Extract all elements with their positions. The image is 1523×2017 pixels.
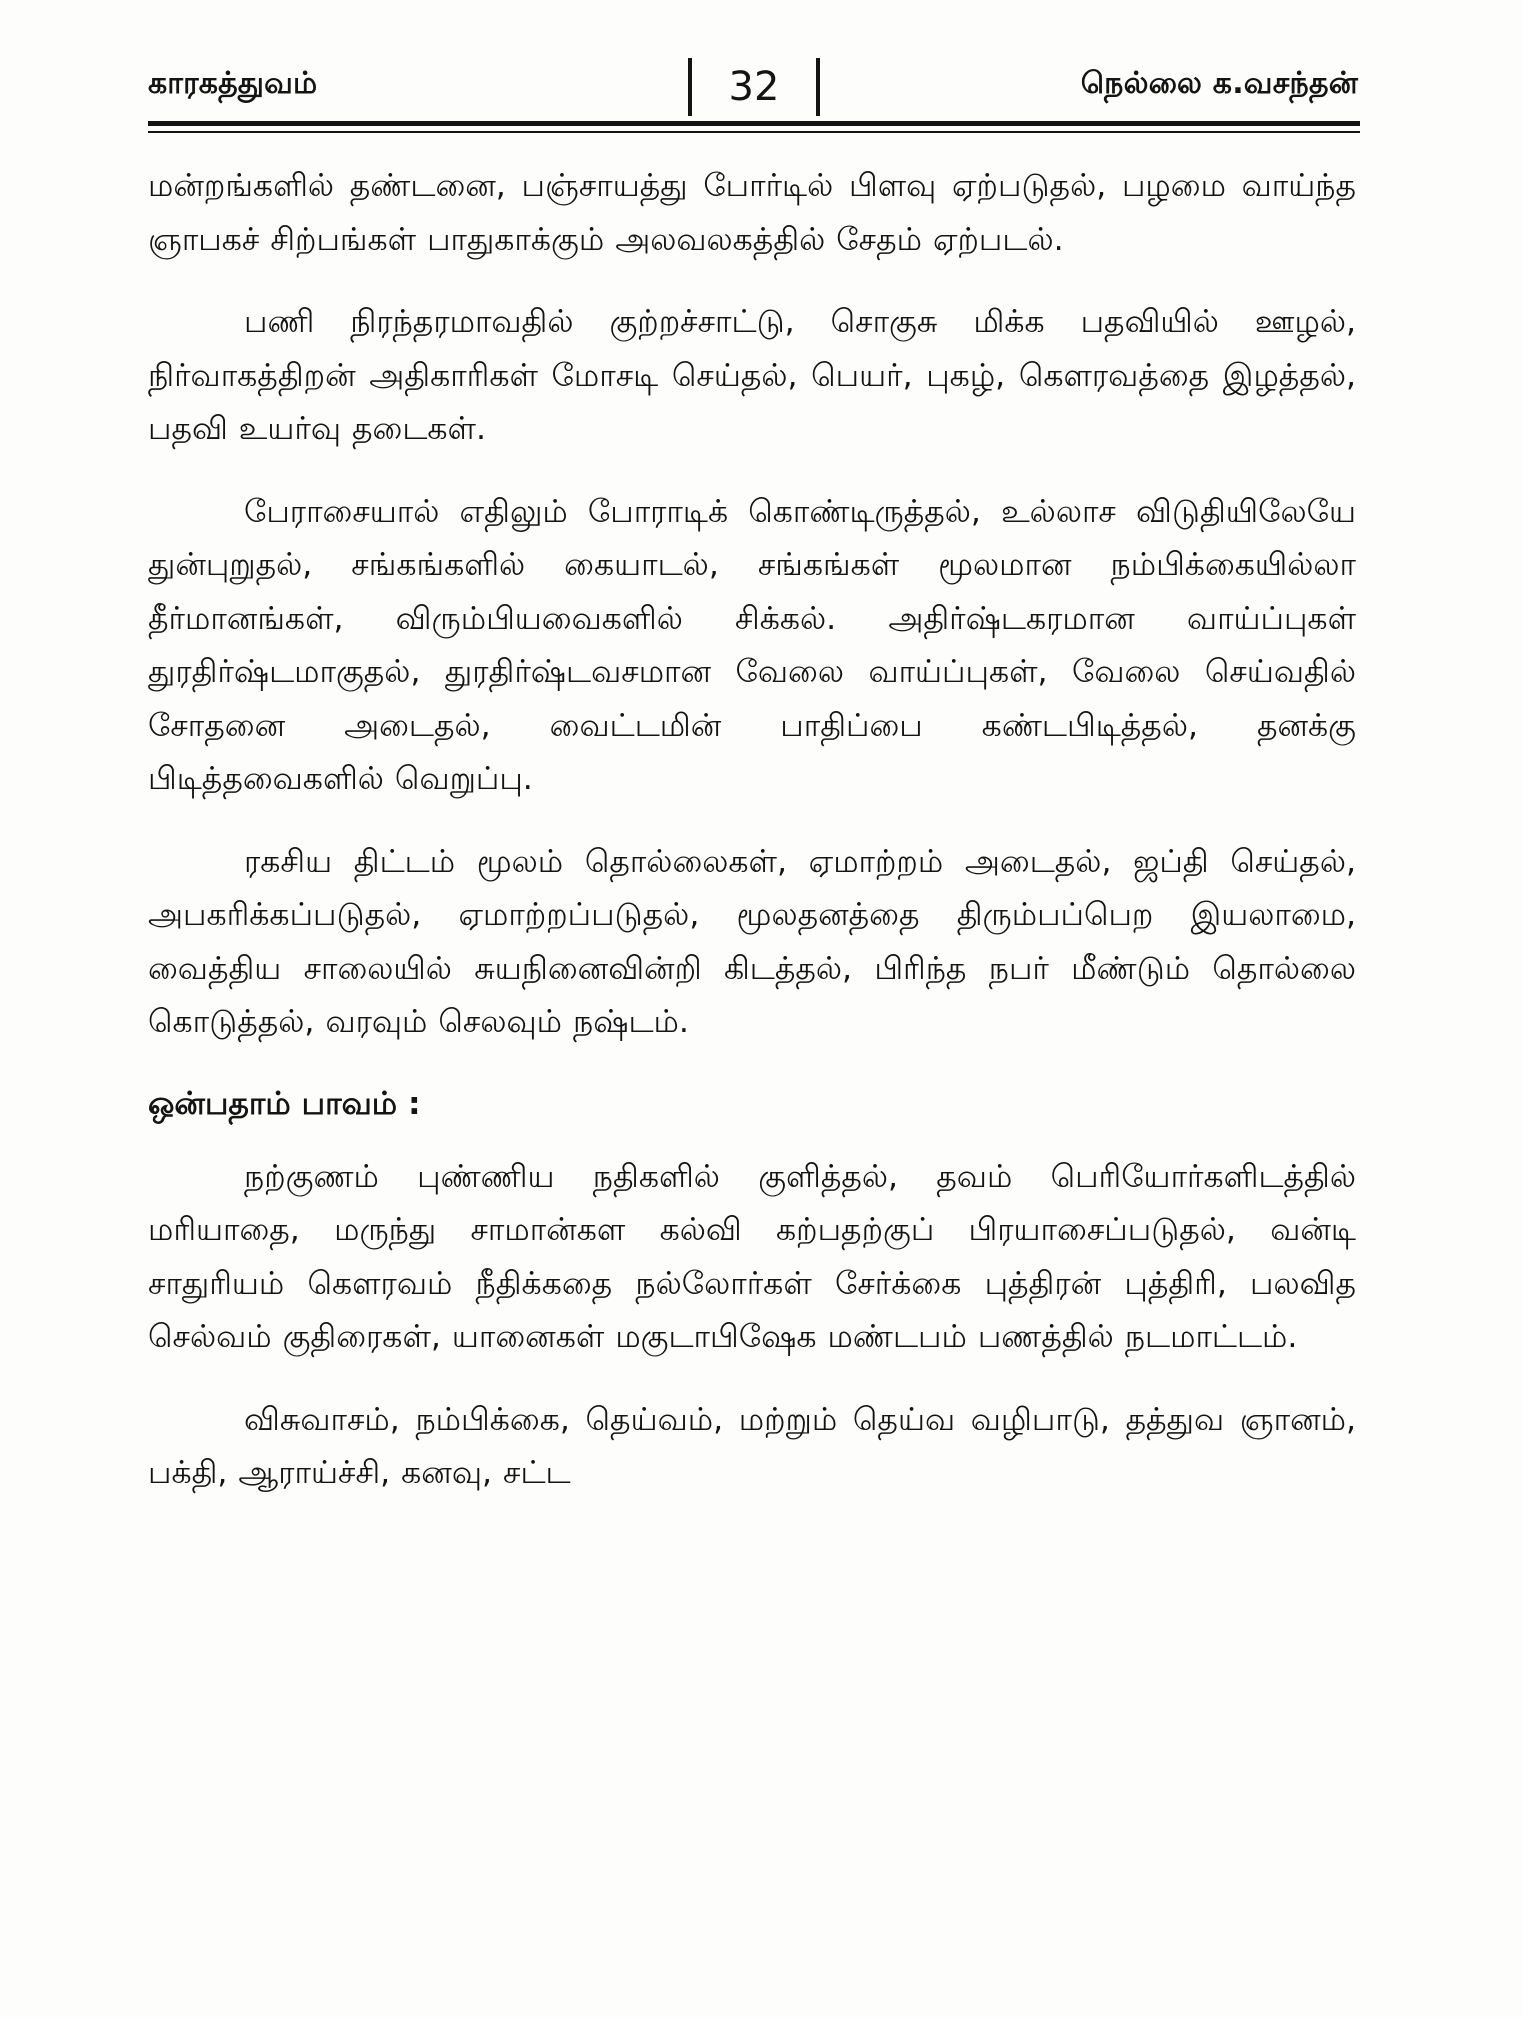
author-name: நெல்லை க.வசந்தன்: [1080, 66, 1358, 101]
section-heading: ஒன்பதாம் பாவம் :: [148, 1085, 421, 1122]
header-rule-thick: [148, 121, 1360, 126]
paragraph: விசுவாசம், நம்பிக்கை, தெய்வம், மற்றும் தெய்வ வழிபாடு, தத்துவ ஞானம், பக்தி, ஆராய்ச்சி, கனவு, சட்ட: [148, 1401, 1356, 1491]
paragraph: மன்றங்களில் தண்டனை, பஞ்சாயத்து போர்டில் பிளவு ஏற்படுதல், பழமை வாய்ந்த ஞாபகச் சிற்பங்கள் பாதுகாக்கும் அலவலகத்தில் சேதம் ஏற்படல்.: [148, 168, 1356, 258]
chapter-title: காரகத்துவம்: [148, 66, 318, 101]
running-header: [148, 52, 1358, 124]
paragraph: நற்குணம் புண்ணிய நதிகளில் குளித்தல், தவம் பெரியோர்களிடத்தில் மரியாதை, மருந்து சாமான்கள கல்வி கற்பதற்குப் பிரயாசைப்படுதல், வன்டி சாதுரியம் கௌரவம் நீதிக்கதை நல்லோர்கள் சேர்க்கை புத்திரன் புத்திரி, பலவித செல்வம் குதிரைகள், யானைகள் மகுடாபிஷேக மண்டபம் பணத்தில் நடமாட்டம்.: [148, 1158, 1356, 1355]
page-number: 32: [688, 58, 820, 116]
paragraph: பேராசையால் எதிலும் போராடிக் கொண்டிருத்தல், உல்லாச விடுதியிலேயே துன்புறுதல், சங்கங்களில் கையாடல், சங்கங்கள் மூலமான நம்பிக்கையில்லா தீர்மானங்கள், விரும்பியவைகளில் சிக்கல். அதிர்ஷ்டகரமான வாய்ப்புகள் துரதிர்ஷ்டமாகுதல், துரதிர்ஷ்டவசமான வேலை வாய்ப்புகள், வேலை செய்வதில் சோதனை அடைதல், வைட்டமின் பாதிப்பை கண்டபிடித்தல், தனக்கு பிடித்தவைகளில் வெறுப்பு.: [148, 493, 1356, 797]
page-body: [148, 160, 1356, 1530]
paragraph: பணி நிரந்தரமாவதில் குற்றச்சாட்டு, சொகுசு மிக்க பதவியில் ஊழல், நிர்வாகத்திறன் அதிகாரிகள் மோசடி செய்தல், பெயர், புகழ், கௌரவத்தை இழத்தல், பதவி உயர்வு தடைகள்.: [148, 304, 1356, 447]
paragraph: ரகசிய திட்டம் மூலம் தொல்லைகள், ஏமாற்றம் அடைதல், ஜப்தி செய்தல், அபகரிக்கப்படுதல், ஏமாற்றப்படுதல், மூலதனத்தை திரும்பப்பெற இயலாமை, வைத்திய சாலையில் சுயநினைவின்றி கிடத்தல், பிரிந்த நபர் மீண்டும் தொல்லை கொடுத்தல், வரவும் செலவும் நஷ்டம்.: [148, 843, 1356, 1040]
header-rule-thin: [148, 131, 1360, 133]
